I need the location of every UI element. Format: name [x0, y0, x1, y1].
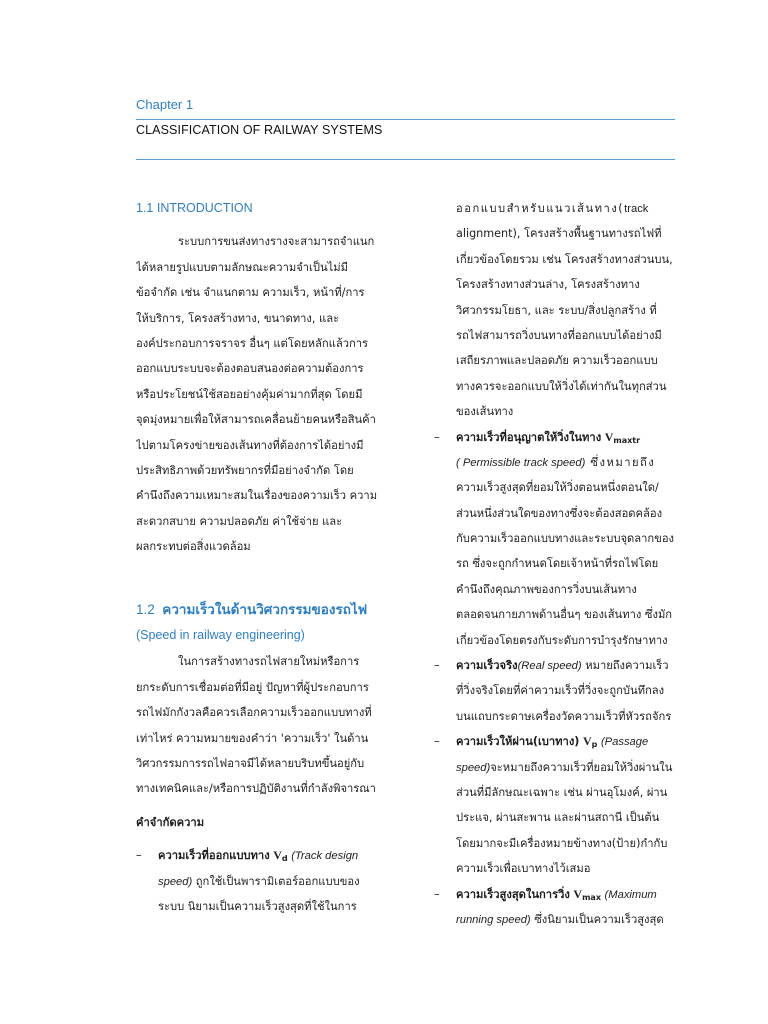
header-rule-top — [136, 119, 675, 120]
speed-line: รถไฟมักกังวลคือควรเลือกความเร็วออกแบบทางที่ — [136, 706, 372, 720]
item-text: หมายถึงความเร็ว — [581, 659, 669, 673]
item-line: ตลอดจนกายภาพด้านอื่นๆ ของเส้นทาง ซึ่งมัก — [456, 608, 673, 622]
item-line: ประแจ, ผ่านสะพาน และผ่านสถานี เป็นต้น — [456, 811, 660, 825]
dash-bullet: – — [434, 887, 440, 901]
continued-line: เสถียรภาพและปลอดภัย ความเร็วออกแบบ — [456, 354, 658, 368]
continued-english: track — [624, 203, 649, 215]
definition-real-speed — [434, 653, 684, 729]
dash-bullet: – — [434, 430, 440, 444]
intro-line: ระบบการขนส่งทางรางจะสามารถจำแนก — [178, 235, 375, 249]
item-line: ส่วนหนึ่งส่วนใดของทางซึ่งจะต้องสอดคล้อง — [456, 506, 663, 520]
speed-line: ยกระดับการเชื่อมต่อที่มีอยู่ ปัญหาที่ผู้ประกอบการ — [136, 680, 369, 694]
item-text: ซึ่งนิยามเป็นความเร็วสูงสุด — [530, 912, 664, 926]
item-line: เกี่ยวข้องโดยตรงกับระดับการบำรุงรักษาทาง — [456, 633, 668, 647]
intro-line: องค์ประกอบการจราจร อื่นๆ แต่โดยหลักแล้วการ — [136, 336, 369, 350]
definitions-heading: คำจำกัดความ — [136, 815, 205, 829]
speed-symbol: V — [582, 734, 592, 749]
chapter-label: Chapter 1 — [136, 97, 194, 112]
intro-line: ผลกระทบต่อสิ่งแวดล้อม — [136, 540, 251, 554]
continued-line: โครงสร้างทางส่วนล่าง, โครงสร้างทาง — [456, 278, 640, 292]
speed-line: ในการสร้างทางรถไฟสายใหม่หรือการ — [178, 655, 360, 669]
item-text: ถูกใช้เป็นพารามิเตอร์ออกแบบของ — [192, 874, 360, 888]
item-english: (Maximum — [604, 888, 657, 901]
item-term: ความเร็วให้ผ่าน(เบาทาง) — [456, 735, 580, 749]
left-column — [136, 196, 386, 919]
item-english-cont: speed) — [158, 875, 193, 888]
chapter-title: CLASSIFICATION OF RAILWAY SYSTEMS — [136, 123, 383, 137]
continued-line: ทางควรจะออกแบบให้วิ่งได้เท่ากันในทุกส่วน — [456, 379, 667, 393]
item-text: ซึ่งหมายถึง — [585, 455, 656, 469]
intro-line: ออกแบบระบบจะต้องตอบสนองต่อความต้องการ — [136, 362, 364, 376]
intro-line: คำนึงถึงความเหมาะสมในเรื่องของความเร็ว ความ — [136, 489, 378, 503]
section-heading-introduction: 1.1 INTRODUCTION — [136, 201, 253, 215]
item-english: (Real speed) — [517, 660, 582, 673]
item-text: จะหมายถึงความเร็วที่ยอมให้วิ่งผ่านใน — [490, 760, 673, 774]
header-rule-bottom — [136, 159, 675, 160]
item-line: คำนึงถึงคุณภาพของการวิ่งบนเส้นทาง — [456, 582, 637, 596]
continued-text: ออกแบบสำหรับแนวเส้นทาง( — [456, 202, 625, 215]
continued-line: alignment), โครงสร้างพื้นฐานทางรถไฟที่ — [456, 227, 662, 241]
continued-line: เกี่ยวข้องโดยรวม เช่น โครงสร้างทางส่วนบน, — [456, 252, 673, 266]
speed-symbol-subscript: p — [591, 740, 598, 750]
speed-symbol: V — [604, 429, 614, 444]
speed-line: ทางเทคนิคและ/หรือการปฏิบัติงานที่กำลังพิจารณา — [136, 782, 376, 796]
speed-symbol: V — [573, 886, 583, 901]
speed-line: วิศวกรรมการรถไฟอาจมีได้หลายบริบทขึ้นอยู่กับ — [136, 757, 365, 771]
intro-line: ไปตามโครงข่ายของเส้นทางที่ต้องการได้อย่างมี — [136, 438, 364, 452]
item-english: ( Permissible track speed) — [456, 456, 586, 469]
item-line: ส่วนที่มีลักษณะเฉพาะ เช่น ผ่านอุโมงค์, ผ่าน — [456, 785, 668, 799]
item-english: (Track design — [291, 850, 359, 863]
item-term: ความเร็วสูงสุดในการวิ่ง — [456, 887, 570, 901]
intro-line: หรือประโยชน์ใช้สอยอย่างคุ้มค่ามากที่สุด โดยมี — [136, 387, 363, 401]
definition-passage-speed — [434, 729, 684, 881]
item-english: (Passage — [600, 736, 649, 749]
item-line: บนแถบกระดาษเครื่องวัดความเร็วที่หัวรถจักร — [456, 709, 672, 723]
item-english-cont: speed) — [456, 761, 491, 774]
item-line: ความเร็วเพื่อเบาทางไว้เสมอ — [456, 862, 591, 876]
intro-line: ประสิทธิภาพด้วยทรัพยากรที่มีอย่างจำกัด โดย — [136, 463, 354, 477]
speed-symbol-subscript: max — [582, 892, 601, 902]
continued-line: วิศวกรรมโยธา, และ ระบบ/สิ่งปลูกสร้าง ที่ — [456, 303, 657, 317]
intro-line: ได้หลายรูปแบบตามลักษณะความจำเป็นไม่มี — [136, 260, 349, 274]
speed-symbol: V — [273, 848, 282, 863]
dash-bullet: – — [434, 659, 440, 673]
dash-bullet: – — [136, 849, 142, 863]
speed-symbol-subscript: d — [281, 854, 288, 864]
section-number: 1.2 — [136, 602, 155, 618]
intro-line: สะดวกสบาย ความปลอดภัย ค่าใช้จ่าย และ — [136, 514, 343, 528]
section-thai-title: ความเร็วในด้านวิศวกรรมของรถไฟ — [162, 602, 368, 618]
section-english-subtitle: (Speed in railway engineering) — [136, 628, 305, 643]
intro-line: ข้อจำกัด เช่น จำแนกตาม ความเร็ว, หน้าที่/การ — [136, 286, 365, 300]
speed-symbol-subscript: maxtr — [613, 435, 641, 445]
right-column — [434, 196, 684, 932]
section-heading-speed — [136, 597, 386, 622]
dash-bullet: – — [434, 735, 440, 749]
continued-line: ของเส้นทาง — [456, 405, 514, 419]
continued-line: รถไฟสามารถวิ่งบนทางที่ออกแบบได้อย่างมี — [456, 328, 662, 342]
continued-definition — [434, 196, 684, 425]
definition-permissible-track-speed — [434, 425, 684, 654]
item-term: ความเร็วจริง — [456, 659, 518, 673]
item-line: รถ ซึ่งจะถูกกำหนดโดยเจ้าหน้าที่รถไฟโดย — [456, 557, 659, 571]
item-line: โดยมากจะมีเครื่องหมายข้างทาง(ป้าย)กำกับ — [456, 836, 668, 850]
item-term: ความเร็วที่อนุญาตให้วิ่งในทาง — [456, 430, 602, 444]
item-line: ความเร็วสูงสุดที่ยอมให้วิ่งตอนหนึ่งตอนใด/ — [456, 481, 659, 495]
item-line: ที่วิ่งจริงโดยที่ค่าความเร็วที่วิ่งจะถูกบันทึกลง — [456, 684, 665, 698]
definition-track-design-speed — [136, 843, 386, 919]
intro-line: จุดมุ่งหมายเพื่อให้สามารถเคลื่อนย้ายคนหรือสินค้า — [136, 413, 376, 427]
item-text: ระบบ นิยามเป็นความเร็วสูงสุดที่ใช้ในการ — [158, 899, 357, 913]
speed-line: เท่าไหร่ ความหมายของคำว่า 'ความเร็ว' ในด้าน — [136, 731, 369, 745]
item-english-cont: running speed) — [456, 913, 531, 926]
item-term: ความเร็วที่ออกแบบทาง — [158, 849, 270, 863]
intro-line: ให้บริการ, โครงสร้างทาง, ขนาดทาง, และ — [136, 311, 340, 325]
definition-maximum-running-speed — [434, 882, 684, 933]
item-line: กับความเร็วออกแบบทางและระบบจุดลากของ — [456, 532, 675, 546]
